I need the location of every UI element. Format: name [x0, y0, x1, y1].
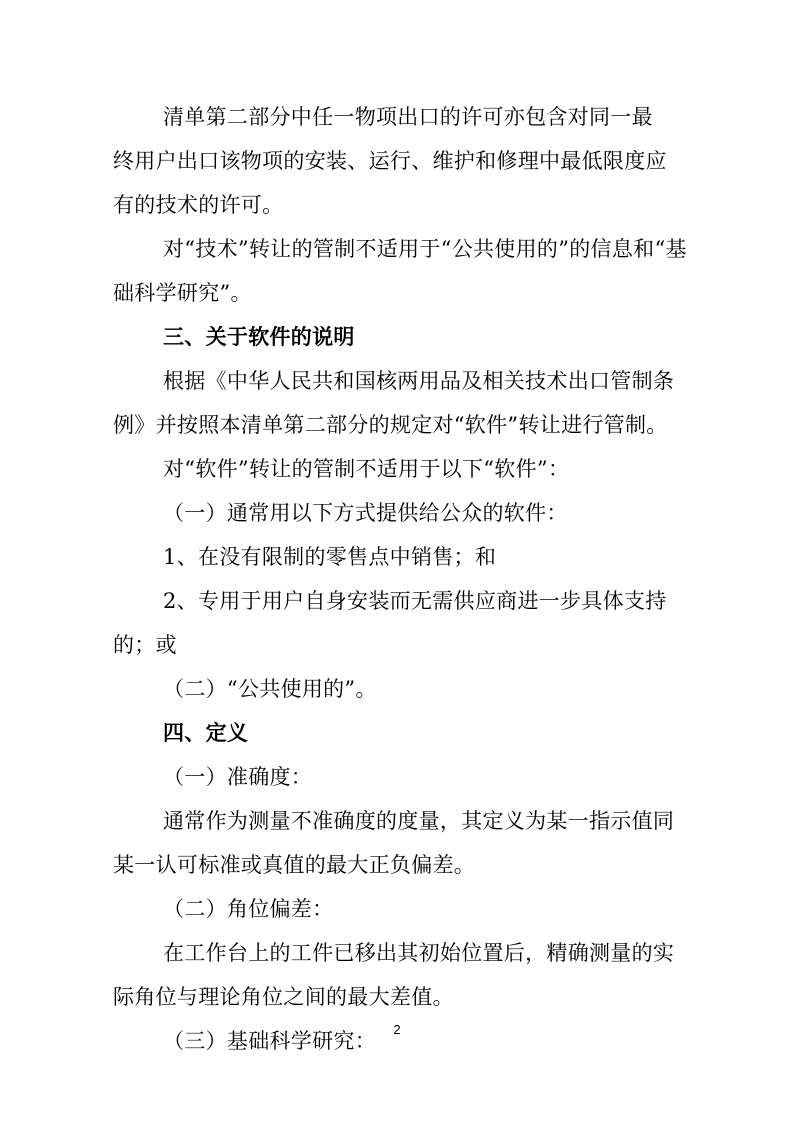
definition-term: （一）准确度：: [163, 765, 313, 789]
section-heading: 四、定义: [163, 721, 249, 745]
paragraph-line: 础科学研究”。: [113, 281, 252, 305]
paragraph-line: 根据《中华人民共和国核两用品及相关技术出口管制条: [163, 369, 675, 393]
paragraph-line: 际角位与理论角位之间的最大差值。: [113, 985, 454, 1009]
list-item: 2、专用于用户自身安装而无需供应商进一步具体支持: [163, 589, 667, 613]
definition-term: （二）角位偏差：: [163, 897, 334, 921]
list-item: （二）“公共使用的”。: [163, 677, 377, 701]
paragraph-line: 某一认可标准或真值的最大正负偏差。: [113, 853, 476, 877]
paragraph-line: 清单第二部分中任一物项出口的许可亦包含对同一最: [163, 105, 653, 129]
paragraph-line: 通常作为测量不准确度的度量，其定义为某一指示值同: [163, 809, 675, 833]
paragraph-line: 终用户出口该物项的安装、运行、维护和修理中最低限度应: [113, 149, 667, 173]
paragraph-line: 的；或: [113, 633, 177, 657]
paragraph-line: 在工作台上的工件已移出其初始位置后，精确测量的实: [163, 941, 675, 965]
paragraph-line: 有的技术的许可。: [113, 193, 284, 217]
paragraph-line: 对“软件”转让的管制不适用于以下“软件”：: [163, 457, 570, 481]
list-item: 1、在没有限制的零售点中销售；和: [163, 545, 497, 569]
page-number: 2: [393, 1022, 401, 1037]
definition-term: （三）基础科学研究：: [163, 1029, 376, 1053]
paragraph-line: 例》并按照本清单第二部分的规定对“软件”转让进行管制。: [113, 413, 668, 437]
list-item: （一）通常用以下方式提供给公众的软件：: [163, 501, 568, 525]
paragraph-line: 对“技术”转让的管制不适用于“公共使用的”的信息和“基: [163, 237, 687, 261]
section-heading: 三、关于软件的说明: [163, 325, 355, 349]
